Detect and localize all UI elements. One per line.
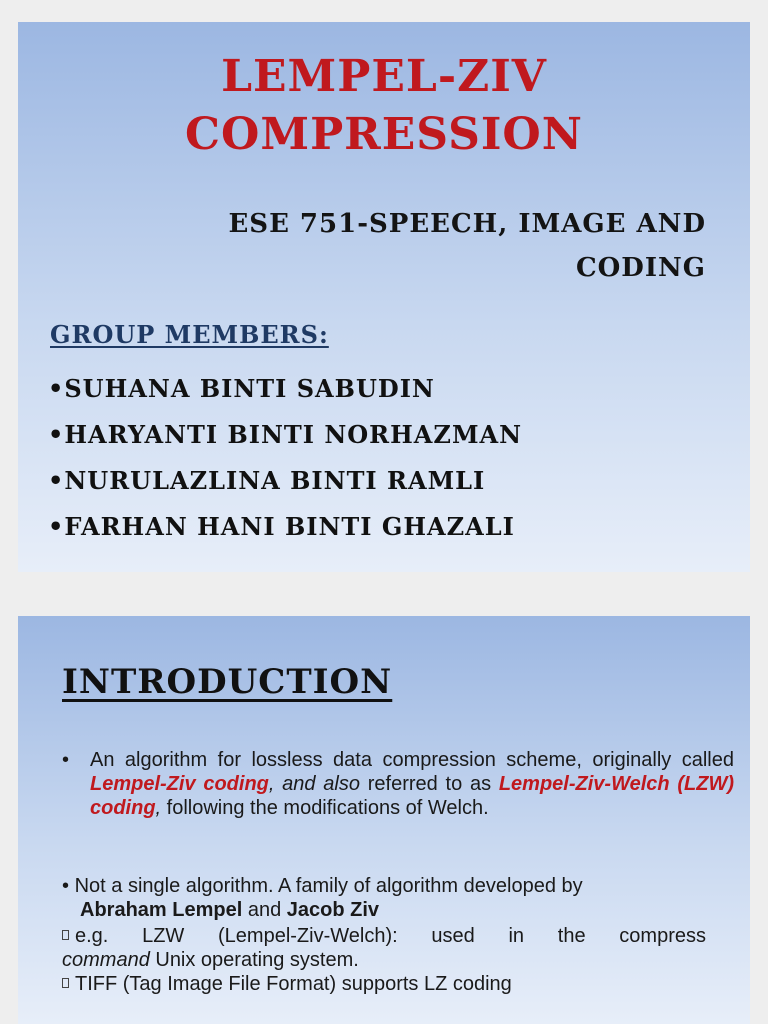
course-subtitle: ESE 751-SPEECH, IMAGE AND CODING xyxy=(228,209,706,283)
paragraph-tiff: TIFF (Tag Image File Format) supports LZ coding xyxy=(62,972,706,996)
introduction-slide xyxy=(18,616,750,1024)
paragraph-lzw-example: e.g. LZW (Lempel-Ziv-Welch): used in the compress xyxy=(62,924,706,948)
member-item: •NURULAZLINA BINTI RAMLI xyxy=(48,466,486,495)
member-list xyxy=(48,366,522,550)
square-bullet-icon xyxy=(62,930,69,940)
member-item: •FARHAN HANI BINTI GHAZALI xyxy=(48,512,515,541)
paragraph-family: • Not a single algorithm. A family of algorithm developed by Abraham Lempel and Jacob Ziv xyxy=(62,875,583,921)
group-members-heading: GROUP MEMBERS: xyxy=(50,320,329,349)
square-bullet-icon xyxy=(62,978,69,988)
title-slide xyxy=(18,22,750,572)
paragraph-algorithm: • An algorithm for lossless data compression scheme, originally called Lempel-Ziv coding, and also referred to as Lempel-Ziv-Welch (LZW) coding, following the modifications of Welch. xyxy=(62,749,734,819)
slide-title: LEMPEL-ZIV COMPRESSION xyxy=(185,51,583,160)
paragraph-unix: command Unix operating system. xyxy=(62,949,359,971)
introduction-title: INTRODUCTION xyxy=(62,662,393,702)
bullet: • xyxy=(62,749,70,771)
member-item: •SUHANA BINTI SABUDIN xyxy=(48,374,435,403)
member-item: •HARYANTI BINTI NORHAZMAN xyxy=(48,420,523,449)
